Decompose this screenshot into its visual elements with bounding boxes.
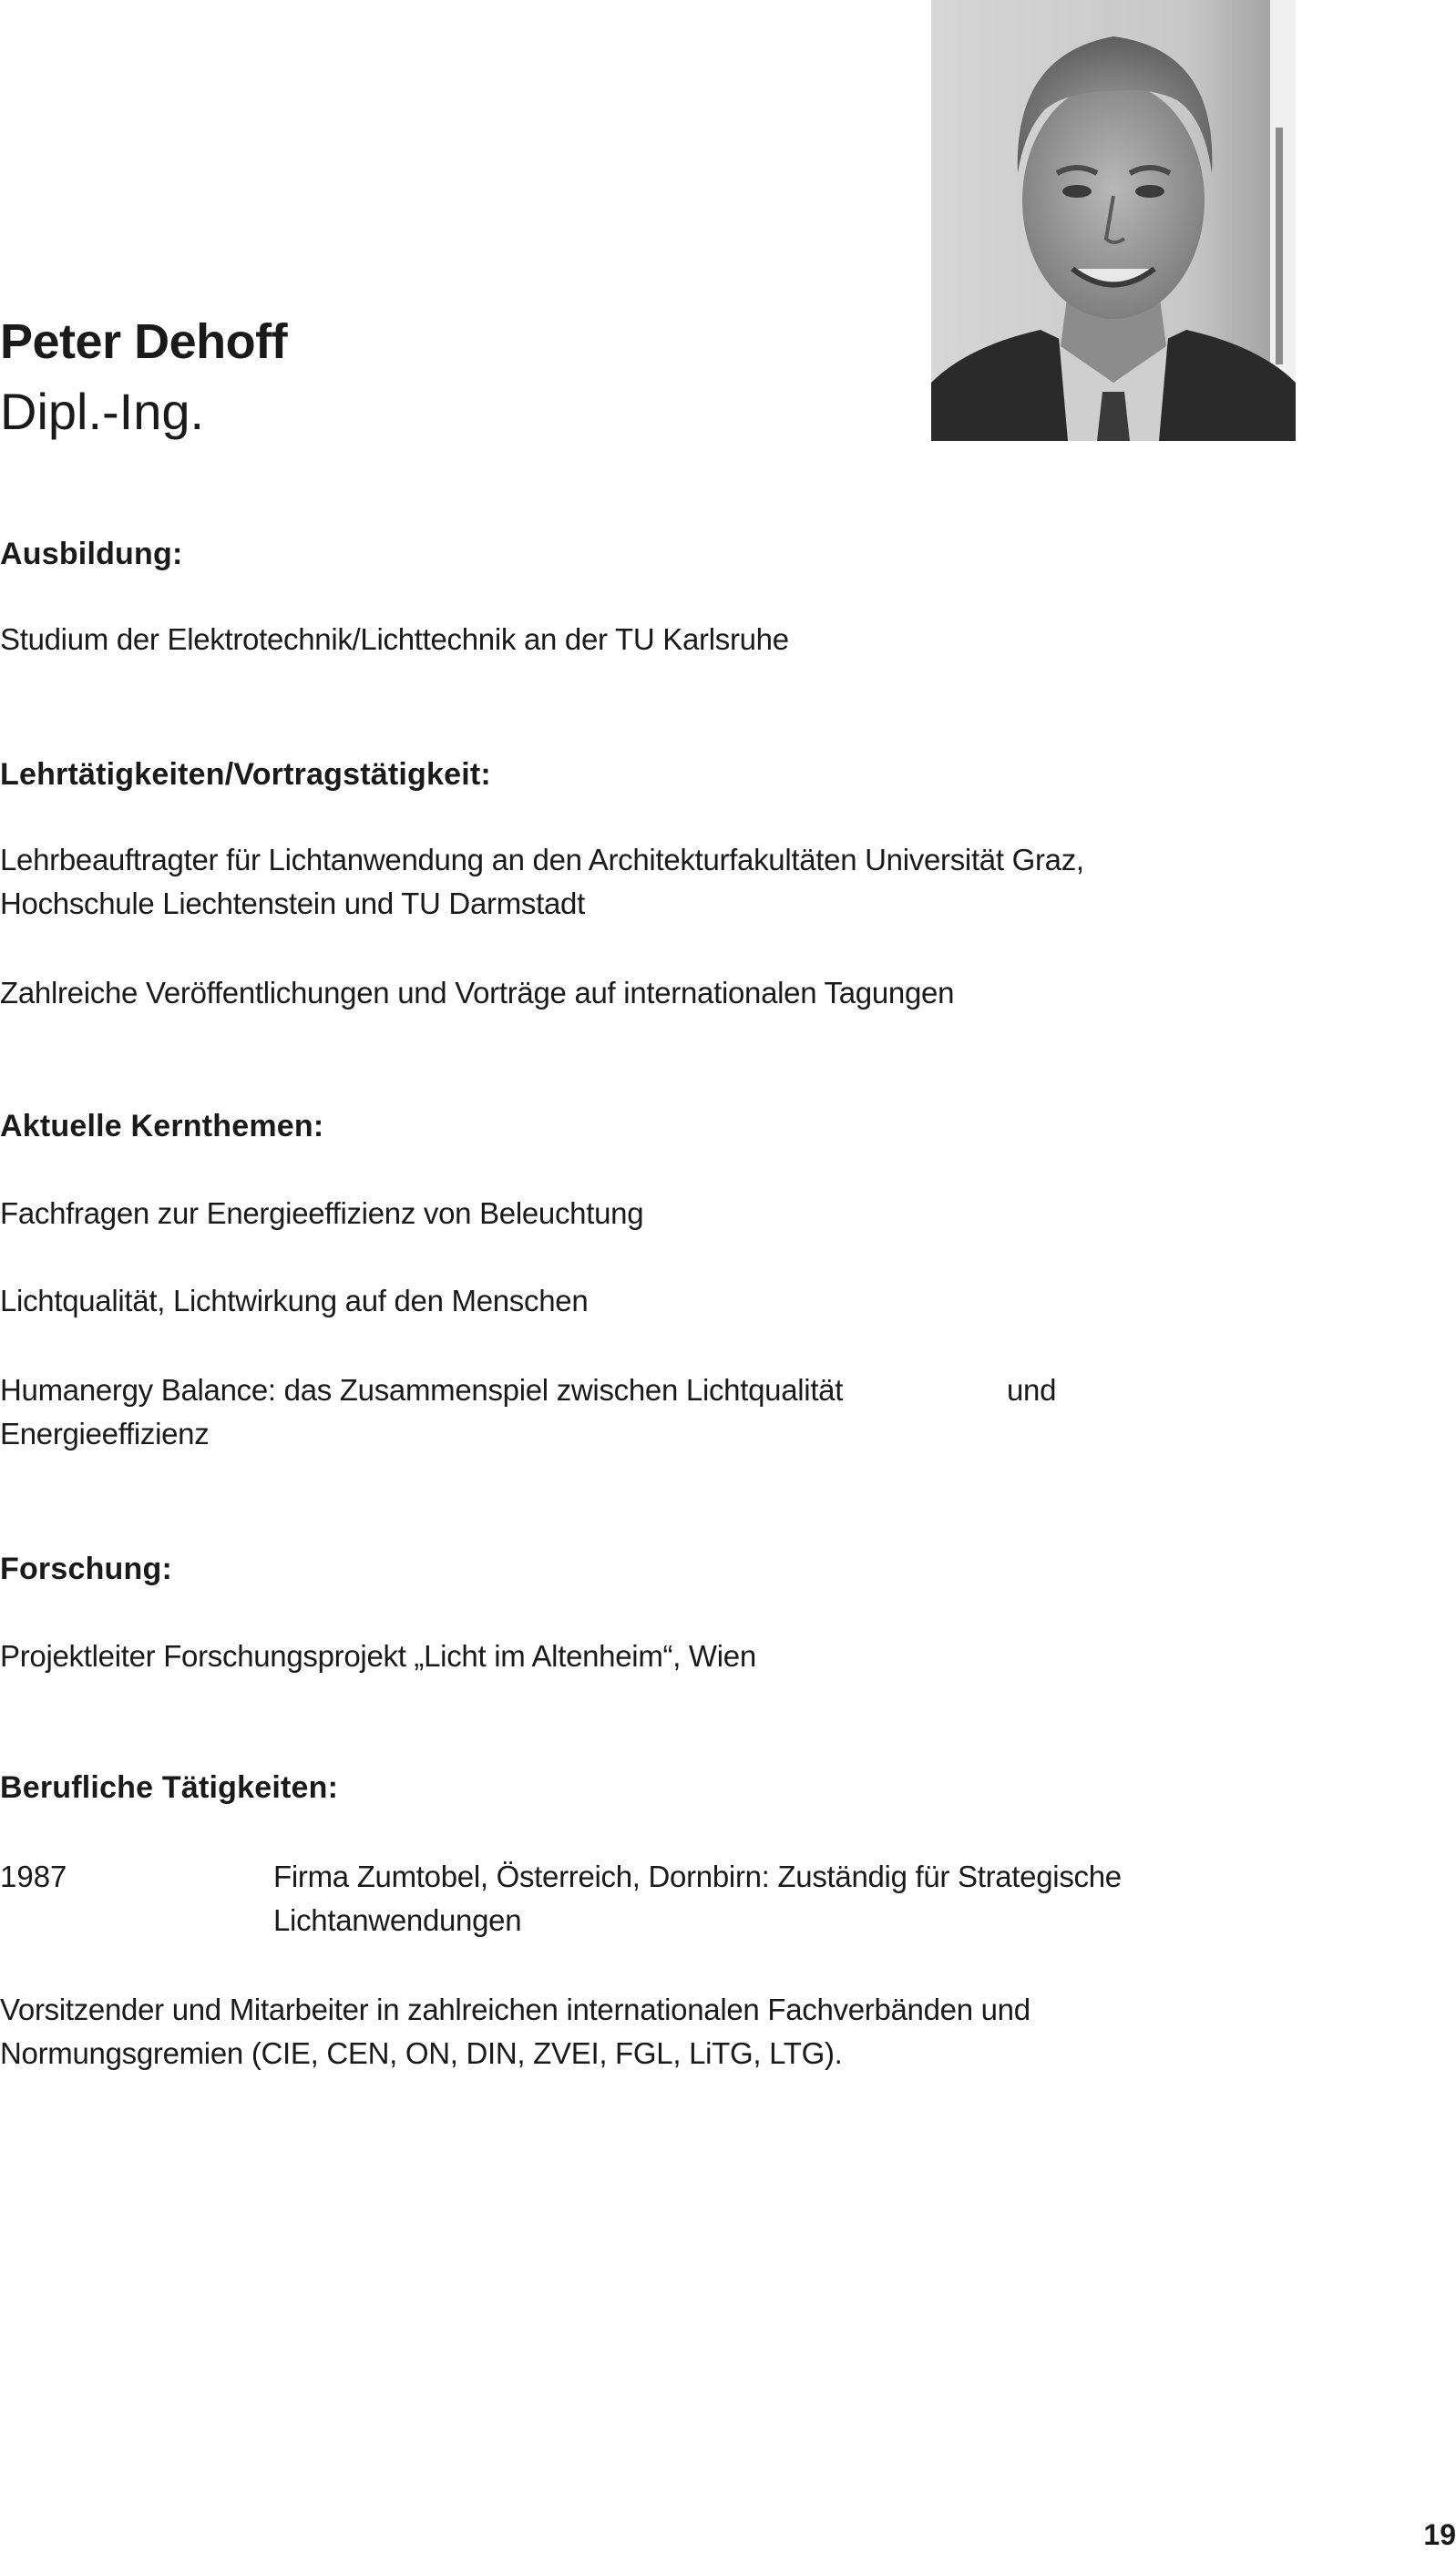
lehr-item: Lehrbeauftragter für Lichtanwendung an den Architekturfakultäten Universität Graz, Hochschule Liechtenstein und TU Darmstadt <box>0 843 1084 920</box>
kern-item: Lichtqualität, Lichtwirkung auf den Menschen <box>0 1284 589 1317</box>
kern-humanergy-line2: Energieeffizienz <box>0 1417 210 1450</box>
beruf-entry-text: Firma Zumtobel, Österreich, Dornbirn: Zuständig für Strategische Lichtanwendungen <box>273 1860 1122 1937</box>
heading-ausbildung: Ausbildung: <box>0 537 183 571</box>
beruf-note: Vorsitzender und Mitarbeiter in zahlreichen internationalen Fachverbänden und Normungsgremien (CIE, CEN, ON, DIN, ZVEI, FGL, LiTG, LTG). <box>0 1993 1030 2070</box>
person-name: Peter Dehoff <box>0 314 288 369</box>
heading-forschung: Forschung: <box>0 1552 172 1586</box>
portrait-photo <box>931 0 1296 441</box>
kern-humanergy-line1: Humanergy Balance: das Zusammenspiel zwischen Lichtqualität <box>0 1373 844 1407</box>
heading-berufliche-taetigkeiten: Berufliche Tätigkeiten: <box>0 1770 339 1805</box>
heading-lehrtaetigkeiten: Lehrtätigkeiten/Vortragstätigkeit: <box>0 757 491 792</box>
kern-humanergy-und: und <box>1007 1373 1057 1407</box>
page-number: 19 <box>1423 2518 1456 2551</box>
ausbildung-item: Studium der Elektrotechnik/Lichttechnik an der TU Karlsruhe <box>0 622 789 656</box>
lehr-item: Zahlreiche Veröffentlichungen und Vorträge auf internationalen Tagungen <box>0 976 955 1010</box>
kern-item-humanergy <box>0 1368 1257 1456</box>
heading-kernthemen: Aktuelle Kernthemen: <box>0 1109 324 1143</box>
kern-item: Fachfragen zur Energieeffizienz von Beleuchtung <box>0 1196 644 1230</box>
forschung-item: Projektleiter Forschungsprojekt „Licht im Altenheim“, Wien <box>0 1639 756 1673</box>
beruf-year: 1987 <box>0 1860 67 1893</box>
person-title: Dipl.-Ing. <box>0 383 205 440</box>
